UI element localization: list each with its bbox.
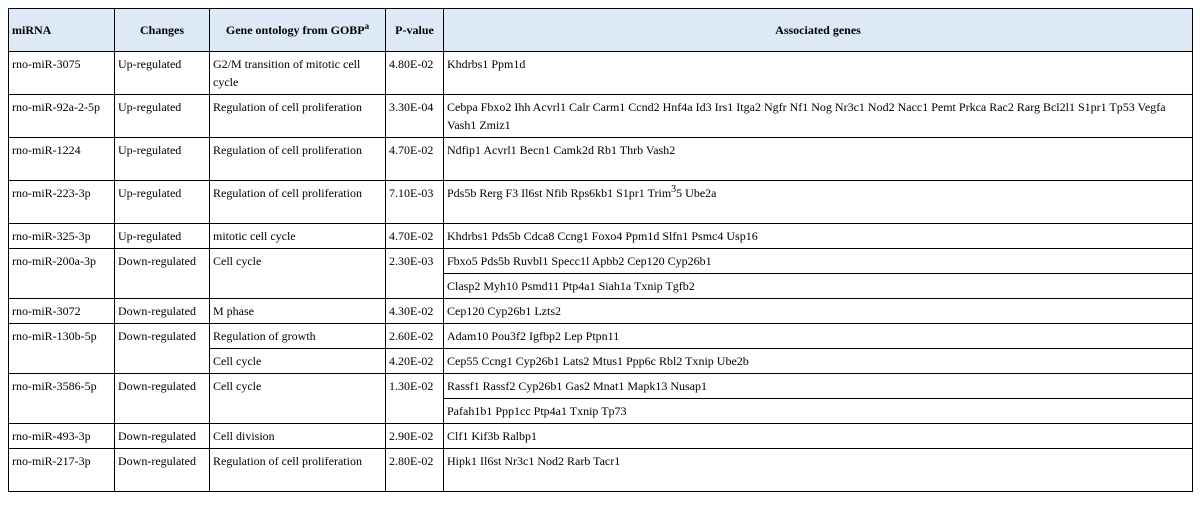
cell-changes: Up-regulated [115, 224, 210, 249]
cell-associated-genes: Fbxo5 Pds5b Ruvbl1 Specc1l Apbb2 Cep120 Cyp26b1 [444, 249, 1193, 274]
cell-associated-genes: Pafah1b1 Ppp1cc Ptp4a1 Txnip Tp73 [444, 399, 1193, 424]
cell-pvalue: 4.70E-02 [386, 138, 444, 181]
cell-gene-ontology: Cell cycle [210, 374, 386, 424]
header-gene-ontology-text: Gene ontology from GOBP [225, 23, 365, 37]
cell-changes: Down-regulated [115, 449, 210, 492]
table-row [9, 52, 1193, 95]
table-row [9, 224, 1193, 249]
cell-mirna: rno-miR-3075 [9, 52, 115, 95]
cell-associated-genes: Cep55 Ccng1 Cyp26b1 Lats2 Mtus1 Ppp6c Rbl2 Txnip Ube2b [444, 349, 1193, 374]
cell-changes: Down-regulated [115, 424, 210, 449]
cell-changes: Down-regulated [115, 249, 210, 299]
cell-pvalue: 4.20E-02 [386, 349, 444, 374]
cell-associated-genes: Cebpa Fbxo2 Ihh Acvrl1 Calr Carm1 Ccnd2 Hnf4a Id3 Irs1 Itga2 Ngfr Nf1 Nog Nr3c1 Nod2 Nacc1 Pemt Prkca Rac2 Rarg Bcl2l1 S1pr1 Tp53 Vegfa Vash1 Zmiz1 [444, 95, 1193, 138]
genes-text-superscript: 3 [671, 184, 677, 195]
table-row [9, 374, 1193, 399]
cell-pvalue: 2.30E-03 [386, 249, 444, 299]
cell-gene-ontology: Cell cycle [210, 249, 386, 299]
cell-associated-genes: Adam10 Pou3f2 Igfbp2 Lep Ptpn11 [444, 324, 1193, 349]
genes-text-pre: Pds5b Rerg F3 Il6st Nfib Rps6kb1 S1pr1 Trim [447, 186, 672, 200]
cell-mirna: rno-miR-3586-5p [9, 374, 115, 424]
cell-pvalue: 4.80E-02 [386, 52, 444, 95]
cell-mirna: rno-miR-325-3p [9, 224, 115, 249]
cell-changes: Down-regulated [115, 324, 210, 374]
cell-changes: Up-regulated [115, 95, 210, 138]
cell-associated-genes: Khdrbs1 Ppm1d [444, 52, 1193, 95]
header-row [9, 9, 1193, 52]
cell-gene-ontology: Cell division [210, 424, 386, 449]
table-row [9, 299, 1193, 324]
cell-associated-genes: Hipk1 Il6st Nr3c1 Nod2 Rarb Tacr1 [444, 449, 1193, 492]
cell-gene-ontology: Regulation of cell proliferation [210, 181, 386, 224]
cell-changes: Up-regulated [115, 181, 210, 224]
cell-pvalue: 2.90E-02 [386, 424, 444, 449]
cell-gene-ontology: Regulation of cell proliferation [210, 138, 386, 181]
cell-associated-genes: Ndfip1 Acvrl1 Becn1 Camk2d Rb1 Thrb Vash2 [444, 138, 1193, 181]
cell-mirna: rno-miR-92a-2-5p [9, 95, 115, 138]
cell-associated-genes: Khdrbs1 Pds5b Cdca8 Ccng1 Foxo4 Ppm1d Slfn1 Psmc4 Usp16 [444, 224, 1193, 249]
table-row [9, 449, 1193, 492]
cell-pvalue: 4.70E-02 [386, 224, 444, 249]
cell-pvalue: 2.80E-02 [386, 449, 444, 492]
cell-gene-ontology: M phase [210, 299, 386, 324]
header-gene-ontology-footnote: a [364, 21, 370, 31]
cell-changes: Up-regulated [115, 52, 210, 95]
table-row [9, 249, 1193, 274]
cell-mirna: rno-miR-223-3p [9, 181, 115, 224]
cell-pvalue: 1.30E-02 [386, 374, 444, 424]
cell-associated-genes: Clf1 Kif3b Ralbp1 [444, 424, 1193, 449]
cell-pvalue: 7.10E-03 [386, 181, 444, 224]
cell-mirna: rno-miR-130b-5p [9, 324, 115, 374]
table-row [9, 324, 1193, 349]
cell-gene-ontology: G2/M transition of mitotic cell cycle [210, 52, 386, 95]
header-pvalue: P-value [386, 9, 444, 52]
cell-associated-genes: Clasp2 Myh10 Psmd11 Ptp4a1 Siah1a Txnip Tgfb2 [444, 274, 1193, 299]
cell-associated-genes: Rassf1 Rassf2 Cyp26b1 Gas2 Mnat1 Mapk13 Nusap1 [444, 374, 1193, 399]
cell-mirna: rno-miR-200a-3p [9, 249, 115, 299]
header-associated-genes: Associated genes [444, 9, 1193, 52]
cell-changes: Up-regulated [115, 138, 210, 181]
cell-changes: Down-regulated [115, 299, 210, 324]
cell-mirna: rno-miR-493-3p [9, 424, 115, 449]
cell-associated-genes [444, 181, 1193, 224]
mirna-go-table [8, 8, 1193, 492]
cell-gene-ontology: mitotic cell cycle [210, 224, 386, 249]
cell-associated-genes: Cep120 Cyp26b1 Lzts2 [444, 299, 1193, 324]
cell-gene-ontology: Cell cycle [210, 349, 386, 374]
cell-gene-ontology: Regulation of growth [210, 324, 386, 349]
cell-pvalue: 4.30E-02 [386, 299, 444, 324]
header-gene-ontology [210, 9, 386, 52]
cell-mirna: rno-miR-3072 [9, 299, 115, 324]
cell-pvalue: 2.60E-02 [386, 324, 444, 349]
cell-mirna: rno-miR-1224 [9, 138, 115, 181]
genes-text-post: 5 Ube2a [676, 186, 717, 200]
cell-changes: Down-regulated [115, 374, 210, 424]
cell-gene-ontology: Regulation of cell proliferation [210, 95, 386, 138]
header-changes: Changes [115, 9, 210, 52]
table-row [9, 138, 1193, 181]
table-row [9, 424, 1193, 449]
cell-mirna: rno-miR-217-3p [9, 449, 115, 492]
cell-pvalue: 3.30E-04 [386, 95, 444, 138]
table-row [9, 181, 1193, 224]
table-row [9, 95, 1193, 138]
cell-gene-ontology: Regulation of cell proliferation [210, 449, 386, 492]
header-mirna: miRNA [9, 9, 115, 52]
